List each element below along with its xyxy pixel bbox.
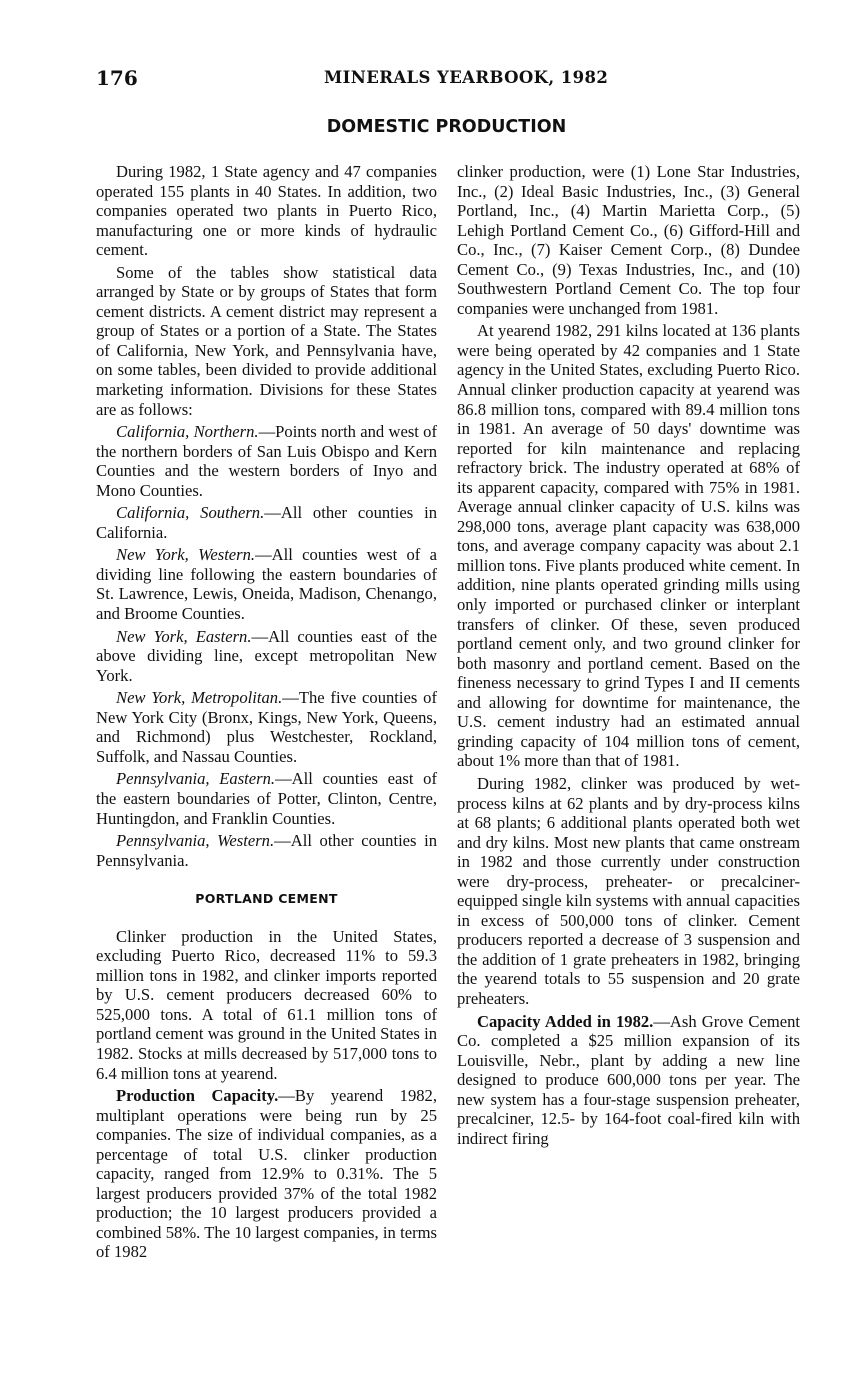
division-text: —All counties east of the eastern boundaries of Potter, Clinton, Centre, Huntingdon, and Franklin Counties.	[96, 769, 437, 828]
right-column	[457, 162, 800, 1151]
division-term: Pennsylvania, Eastern.	[116, 769, 276, 789]
division-term: California, Southern.	[116, 503, 265, 523]
process-paragraph: During 1982, clinker was produced by wet-process kilns at 62 plants and by dry-process kilns at 68 plants; 6 additional plants operated both wet and dry kilns. Most new plants that came onstream in 1982 and those currently under construction were dry-process, preheater- or precalciner-equipped single kiln systems with annual capacities in excess of 500,000 tons of clinker. Cement producers reported a decrease of 3 suspension and the addition of 1 grate preheaters in 1982, bringing the yearend totals to 55 suspension and 20 grate preheaters.	[457, 773, 800, 1008]
districts-paragraph: Some of the tables show statistical data arranged by State or by groups of States that form cement districts. A cement district may represent a group of States or a portion of a State. The States of California, New York, and Pennsylvania have, on some tables, been divided to provide additional marketing information. Divisions for these States are as follows:	[96, 262, 437, 419]
clinker-production-paragraph: Clinker production in the United States, excluding Puerto Rico, decreased 11% to 59.3 million tons in 1982, and clinker imports reported by U.S. cement producers decreased 60% to 525,000 tons. A total of 61.1 million tons of portland cement was ground in the United States in 1982. Stocks at mills decreased by 517,000 tons to 6.4 million tons at yearend.	[96, 926, 437, 1083]
running-head	[96, 66, 796, 90]
division-text: —Points north and west of the northern borders of San Luis Obispo and Kern Counties and the western borders of Inyo and Mono Counties.	[96, 422, 437, 500]
division-pennsylvania-western	[96, 831, 437, 870]
division-text: —All counties west of a dividing line following the eastern boundaries of St. Lawrence, Lewis, Oneida, Madison, Chenango, and Broome Counties.	[96, 545, 437, 624]
page-number: 176	[96, 66, 138, 90]
division-california-northern	[96, 422, 437, 500]
division-california-southern	[96, 503, 437, 542]
kilns-paragraph: At yearend 1982, 291 kilns located at 136 plants were being operated by 42 companies and 1 State agency in the United States, excluding Puerto Rico. Annual clinker production capacity at yearend was 86.8 million tons, compared with 89.4 million tons in 1981. An average of 50 days' downtime was reported for kiln maintenance and replacing refractory brick. The industry operated at 68% of its apparent capacity, compared with 75% in 1981. Average annual clinker capacity of U.S. kilns was 298,000 tons, average plant capacity was 638,000 tons, and average company capacity was about 2.1 million tons. Five plants produced white cement. In addition, nine plants operated grinding mills using only imported or purchased clinker or interplant transfers of clinker. Of these, seven produced portland cement only, and two ground clinker for both masonry and portland cement. Based on the fineness necessary to grind Types I and II cements and allowing for downtime for maintenance, the U.S. cement industry had an estimated annual grinding capacity of 104 million tons of cement, about 1% more than that of 1981.	[457, 321, 800, 771]
division-term: Pennsylvania, Western.	[116, 831, 275, 851]
division-term: New York, Metropolitan.	[116, 688, 283, 708]
division-term: California, Northern.	[116, 422, 259, 442]
division-text: —The five counties of New York City (Bronx, Kings, New York, Queens, and Richmond) plus Westchester, Rockland, Suffolk, and Nassau Counties.	[96, 688, 437, 766]
division-text: —All other counties in Pennsylvania.	[96, 831, 437, 870]
largest-companies-paragraph: clinker production, were (1) Lone Star Industries, Inc., (2) Ideal Basic Industries, Inc., (3) General Portland, Inc., (4) Martin Marietta Corp., (5) Lehigh Portland Cement Co., (6) Gifford-Hill and Co., Inc., (7) Kaiser Cement Corp., (8) Dundee Cement Co., (9) Texas Industries, Inc., and (10) Southwestern Portland Cement Co. The top four companies were unchanged from 1981.	[457, 162, 800, 318]
division-pennsylvania-eastern	[96, 769, 437, 828]
division-new-york-western	[96, 545, 437, 623]
division-term: New York, Eastern.	[116, 626, 252, 646]
runin-heading: Capacity Added in 1982.	[477, 1011, 654, 1031]
capacity-added-paragraph	[457, 1012, 800, 1149]
division-new-york-metropolitan	[96, 688, 437, 766]
left-column	[96, 162, 437, 1265]
paragraph-text: —Ash Grove Cement Co. completed a $25 million expansion of its Louisville, Nebr., plant by adding a new line designed to produce 600,000 tons per year. The new system has a four-stage suspension preheater, precalciner, 12.5- by 164-foot coal-fired kiln with indirect firing	[457, 1011, 800, 1148]
production-capacity-paragraph	[96, 1086, 437, 1262]
section-title: DOMESTIC PRODUCTION	[326, 117, 567, 137]
division-term: New York, Western.	[116, 545, 256, 565]
subheading-portland-cement: PORTLAND CEMENT	[195, 891, 338, 907]
division-text: —All counties east of the above dividing line, except metropolitan New York.	[96, 626, 437, 685]
book-title: MINERALS YEARBOOK, 1982	[324, 68, 609, 87]
intro-paragraph: During 1982, 1 State agency and 47 companies operated 155 plants in 40 States. In addition, two companies operated two plants in Puerto Rico, manufacturing one or more kinds of hydraulic cement.	[96, 162, 437, 260]
paragraph-text: —By yearend 1982, multiplant operations were being run by 25 companies. The size of individual companies, as a percentage of total U.S. clinker production capacity, ranged from 12.9% to 0.31%. The 5 largest producers provided 37% of the total 1982 production; the 10 largest producers provided a combined 58%. The 10 largest companies, in terms of 1982	[96, 1086, 437, 1262]
division-text: —All other counties in California.	[96, 503, 437, 542]
runin-heading: Production Capacity.	[116, 1086, 279, 1106]
division-new-york-eastern	[96, 627, 437, 686]
